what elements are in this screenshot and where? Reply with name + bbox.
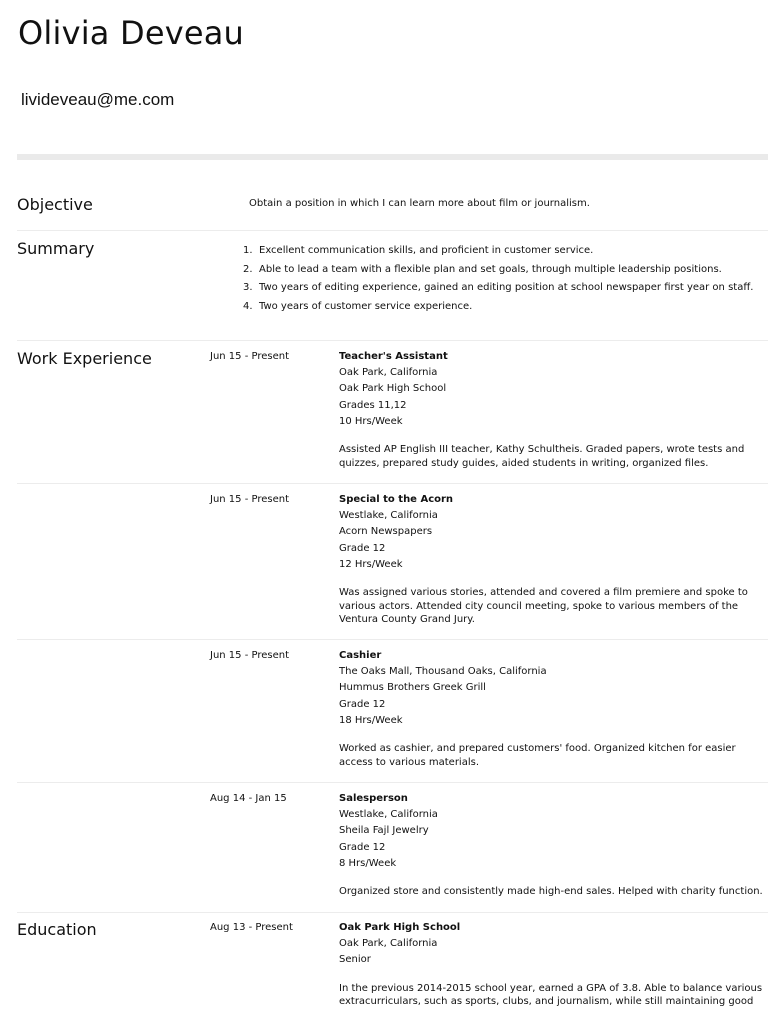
entry-line: 12 Hrs/Week	[339, 558, 403, 570]
entry-title: Cashier	[339, 650, 382, 661]
entry-title: Special to the Acorn	[339, 494, 454, 505]
applicant-email: livideveau@me.com	[21, 90, 175, 109]
entry-divider	[17, 483, 768, 484]
entry-line: 18 Hrs/Week	[339, 714, 403, 726]
entry-line: Grade 12	[339, 698, 386, 710]
work-experience-heading: Work Experience	[17, 349, 152, 368]
section-divider	[17, 340, 768, 341]
list-text: Excellent communication skills, and proficient in customer service.	[259, 245, 594, 256]
list-item	[243, 280, 753, 299]
entry-line: Oak Park High School	[339, 383, 447, 395]
entry-title: Teacher's Assistant	[339, 351, 448, 362]
applicant-name: Olivia Deveau	[18, 14, 245, 52]
entry-line: Westlake, California	[339, 809, 438, 821]
list-text: Able to lead a team with a flexible plan and set goals, through multiple leadership positions.	[259, 263, 722, 275]
entry-line: The Oaks Mall, Thousand Oaks, California	[339, 666, 547, 678]
header-divider	[17, 154, 768, 160]
list-item	[243, 299, 753, 318]
education-heading: Education	[17, 920, 97, 939]
entry-line: Oak Park, California	[339, 367, 438, 379]
objective-heading: Objective	[17, 195, 93, 214]
entry-line: Oak Park, California	[339, 938, 438, 950]
list-item	[243, 262, 753, 281]
objective-text: Obtain a position in which I can learn more about film or journalism.	[249, 198, 590, 209]
entry-divider	[17, 639, 768, 640]
list-number: 4.	[243, 301, 253, 313]
summary-list	[243, 243, 753, 318]
entry-details	[339, 492, 764, 627]
entry-line: Acorn Newspapers	[339, 526, 433, 538]
entry-line: 8 Hrs/Week	[339, 857, 397, 869]
entry-line: 10 Hrs/Week	[339, 415, 403, 427]
entry-line: Grade 12	[339, 542, 386, 554]
list-number: 3.	[243, 282, 253, 294]
entry-details	[339, 920, 764, 1009]
entry-details	[339, 349, 764, 470]
section-divider	[17, 230, 768, 231]
entry-date: Aug 13 - Present	[210, 922, 293, 933]
entry-description: Was assigned various stories, attended and covered a film premiere and spoke to various actors. Attended city council meeting, spoke to various members of the Ventura County Grand Jury.	[339, 587, 748, 626]
entry-description: Assisted AP English III teacher, Kathy Schultheis. Graded papers, wrote tests and quizzes, prepared study guides, aided students in writing, organized files.	[339, 444, 745, 469]
summary-heading: Summary	[17, 239, 95, 258]
entry-line: Hummus Brothers Greek Grill	[339, 682, 486, 694]
entry-line: Grade 12	[339, 841, 386, 853]
entry-divider	[17, 782, 768, 783]
entry-details	[339, 791, 764, 899]
list-number: 2.	[243, 263, 253, 275]
entry-description: Organized store and consistently made high-end sales. Helped with charity function.	[339, 886, 763, 898]
list-item	[243, 243, 753, 262]
entry-description: In the previous 2014-2015 school year, earned a GPA of 3.8. Able to balance various extracurriculars, such as sports, clubs, and journalism, while still maintaining good	[339, 982, 763, 1008]
entry-line: Senior	[339, 954, 371, 966]
list-text: Two years of customer service experience.	[259, 301, 473, 313]
entry-date: Jun 15 - Present	[210, 650, 290, 661]
entry-description: Worked as cashier, and prepared customers' food. Organized kitchen for easier access to various materials.	[339, 743, 736, 768]
entry-details	[339, 648, 764, 769]
entry-title: Salesperson	[339, 793, 408, 804]
list-number: 1.	[243, 245, 253, 256]
entry-date: Jun 15 - Present	[210, 351, 290, 362]
entry-date: Jun 15 - Present	[210, 494, 290, 505]
entry-title: Oak Park High School	[339, 922, 461, 933]
section-divider	[17, 912, 768, 913]
entry-line: Westlake, California	[339, 510, 438, 522]
entry-line: Grades 11,12	[339, 399, 407, 411]
entry-line: Sheila Fajl Jewelry	[339, 825, 429, 837]
list-text: Two years of editing experience, gained an editing position at school newspaper first year on staff.	[259, 282, 754, 294]
entry-date: Aug 14 - Jan 15	[210, 793, 287, 804]
